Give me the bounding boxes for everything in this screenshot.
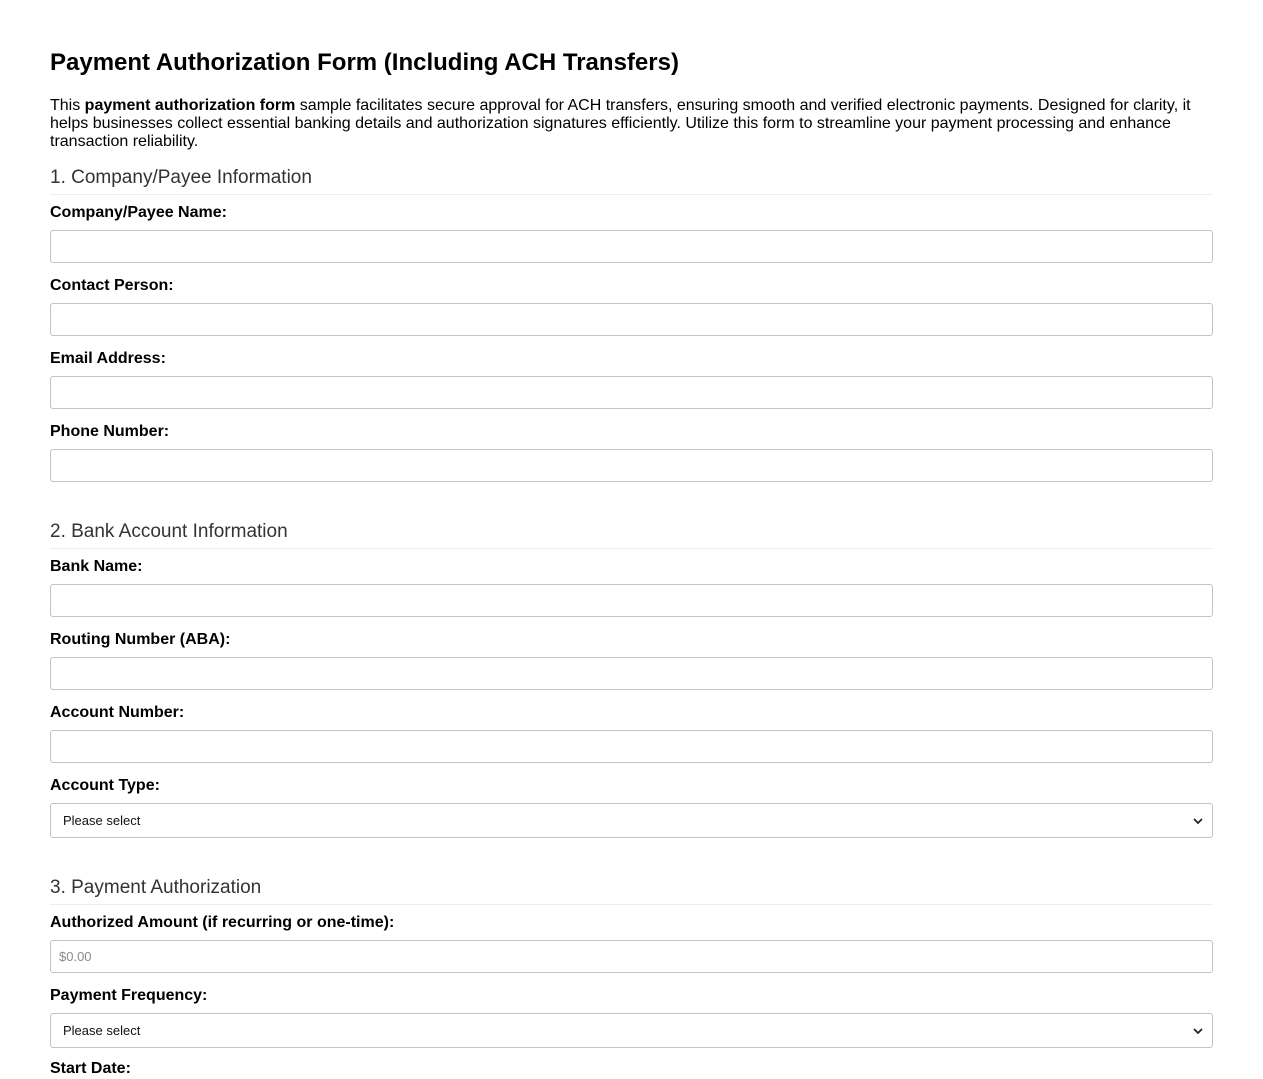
phone-label: Phone Number: (50, 423, 170, 440)
section-title-bank: 2. Bank Account Information (50, 520, 1213, 549)
section-title-payment: 3. Payment Authorization (50, 876, 1213, 905)
payment-frequency-label: Payment Frequency: (50, 987, 208, 1004)
contact-person-input[interactable] (50, 303, 1213, 336)
payment-frequency-select[interactable] (50, 1013, 1213, 1048)
bank-name-label: Bank Name: (50, 558, 143, 575)
chevron-down-icon (1192, 815, 1204, 827)
contact-person-label: Contact Person: (50, 277, 174, 294)
account-type-label: Account Type: (50, 777, 160, 794)
bank-name-input[interactable] (50, 584, 1213, 617)
account-number-input[interactable] (50, 730, 1213, 763)
authorized-amount-label: Authorized Amount (if recurring or one-time): (50, 914, 395, 931)
email-input[interactable] (50, 376, 1213, 409)
account-type-select[interactable] (50, 803, 1213, 838)
start-date-label: Start Date: (50, 1060, 131, 1077)
company-name-input[interactable] (50, 230, 1213, 263)
intro-paragraph (50, 97, 1213, 151)
company-name-label: Company/Payee Name: (50, 204, 227, 221)
email-label: Email Address: (50, 350, 166, 367)
authorized-amount-input[interactable] (50, 940, 1213, 973)
routing-number-input[interactable] (50, 657, 1213, 690)
chevron-down-icon (1192, 1025, 1204, 1037)
routing-number-label: Routing Number (ABA): (50, 631, 231, 648)
intro-bold: payment authorization form (84, 97, 296, 114)
intro-prefix: This (50, 97, 85, 114)
payment-frequency-selected-value: Please select (63, 1023, 141, 1038)
intro-suffix: sample facilitates secure approval for ACH transfers, ensuring smooth and verified electronic payments. Designed for clarity, it helps businesses collect essential banking details and authorization signatures efficiently. Utilize this form to streamline your payment processing and enhance transaction reliability. (50, 97, 1191, 150)
section-title-company: 1. Company/Payee Information (50, 166, 1213, 195)
account-number-label: Account Number: (50, 704, 185, 721)
page-title: Payment Authorization Form (Including ACH Transfers) (50, 49, 679, 76)
phone-input[interactable] (50, 449, 1213, 482)
account-type-selected-value: Please select (63, 813, 141, 828)
